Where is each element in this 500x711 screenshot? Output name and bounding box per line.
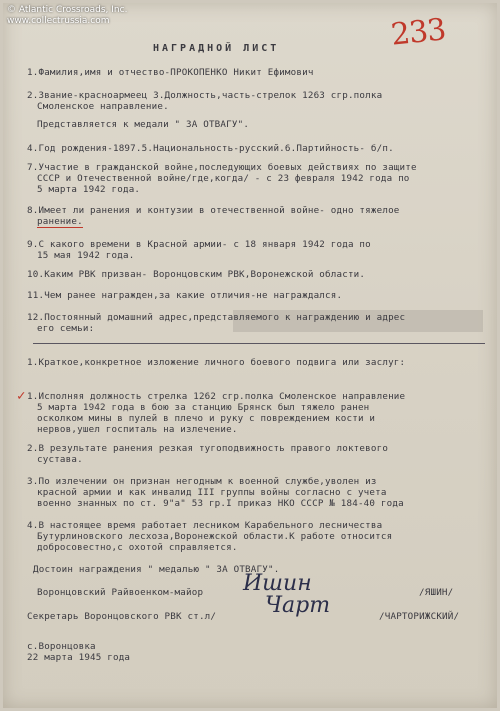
- line-discharge-3: военно знанных по ст. 9"а" 53 гр.I приказ НКО СССР № 184-40 года: [37, 498, 404, 509]
- line-feat-1: 1.Исполняя должность стрелка 1262 сгр.полка Смоленское направление: [27, 391, 406, 402]
- line-wounds: 8.Имеет ли ранения и контузии в отечественной войне- одно тяжелое: [27, 205, 400, 216]
- line-conclusion: Достоин награждения " медалью " ЗА ОТВАГУ".: [33, 564, 280, 575]
- line-commissioner-name: /ЯШИН/: [419, 587, 454, 598]
- line-family: его семьи:: [37, 323, 95, 334]
- line-result-1: 2.В результате ранения резкая тугоподвижность правого локтевого: [27, 443, 389, 454]
- signature-secretary: Чарт: [265, 593, 331, 618]
- line-army-since: 9.С какого времени в Красной армии- с 18 января 1942 года по: [27, 239, 371, 250]
- red-check-mark: ✓: [17, 388, 26, 404]
- line-conscription-office: 10.Каким РВК призван- Воронцовским РВК,Воронежской области.: [27, 269, 366, 280]
- line-army-until: 15 мая 1942 года.: [37, 250, 135, 261]
- line-participation: 7.Участие в гражданской войне,последующих боевых действиях по защите: [27, 162, 417, 173]
- line-place: с.Воронцовка: [27, 641, 96, 652]
- line-wounds-cont: ранение.: [37, 216, 83, 227]
- line-direction: Смоленское направление.: [37, 101, 169, 112]
- line-result-2: сустава.: [37, 454, 83, 465]
- watermark-line-2: www.collectrussia.com: [7, 16, 110, 26]
- line-birth-year: 4.Год рождения-1897.5.Национальность-русский.6.Партийность- б/п.: [27, 143, 394, 154]
- watermark-line-1: © Atlantic Crossroads, Inc.: [7, 5, 128, 15]
- line-rank: 2.Звание-красноармеец 3.Должность,часть-стрелок 1263 сгр.полка: [27, 90, 383, 101]
- line-secretary-name: /ЧАРТОРИЖСКИЙ/: [379, 611, 460, 622]
- line-surname: 1.Фамилия,имя и отчество-ПРОКОПЕНКО Никит Ефимович: [27, 67, 314, 78]
- line-home-address: 12.Постоянный домашний адрес,представляемого к награждению и адрес: [27, 312, 406, 323]
- line-current-work-1: 4.В настоящее время работает лесником Карабельного лесничества: [27, 520, 383, 531]
- signature-commissioner: Ишин: [243, 571, 312, 596]
- line-feat-2: 5 марта 1942 года в бою за станцию Брянск был тяжело ранен: [37, 402, 370, 413]
- line-date: 22 марта 1945 года: [27, 652, 131, 663]
- line-feat-4: нервов,ушел госпиталь на излечение.: [37, 424, 238, 435]
- line-participation-end: 5 марта 1942 года.: [37, 184, 141, 195]
- line-feat-heading: 1.Краткое,конкретное изложение личного боевого подвига или заслуг:: [27, 357, 406, 368]
- line-current-work-2: Бутурлиновского лесхоза,Воронежской области.К работе относится: [37, 531, 393, 542]
- line-commissioner: Воронцовский Райвоенком-майор: [37, 587, 204, 598]
- line-discharge-1: 3.По излечении он признан негодным к военной службе,уволен из: [27, 476, 377, 487]
- line-current-work-3: добросовестно,с охотой справляется.: [37, 542, 238, 553]
- award-sheet-document: [3, 3, 497, 708]
- line-secretary: Секретарь Воронцовского РВК ст.л/: [27, 611, 217, 622]
- divider: [33, 343, 485, 344]
- document-title: НАГРАДНОЙ ЛИСТ: [153, 43, 280, 54]
- archive-number-handwritten: 233: [389, 12, 447, 53]
- line-previous-awards: 11.Чем ранее награжден,за какие отличия-не награждался.: [27, 290, 343, 301]
- line-nominated-for: Представляется к медали " ЗА ОТВАГУ".: [37, 119, 250, 130]
- line-discharge-2: красной армии и как инвалид III группы войны согласно с учета: [37, 487, 387, 498]
- line-feat-3: осколком мины в пулей в плечо и руку с повреждением кости и: [37, 413, 376, 424]
- line-participation-dates: СССР и Отечественной войне/где,когда/ - с 23 февраля 1942 года по: [37, 173, 410, 184]
